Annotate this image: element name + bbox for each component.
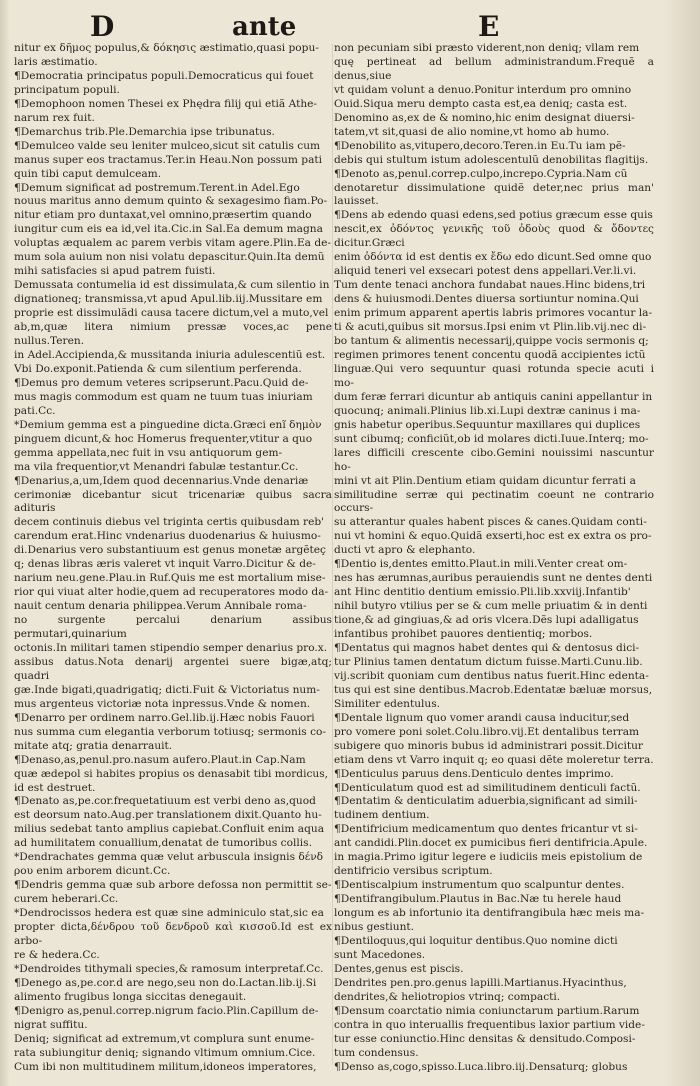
- text-line: regimen primores tenent concentu quodã accipientes ictũ: [334, 348, 646, 361]
- text-line: Cum ibi non multitudinem militum,idoneos imperatores,: [14, 1060, 317, 1072]
- column-divider: [332, 44, 333, 1064]
- text-line: ¶Dentifrangibulum.Plautus in Bac.Næ tu herele haud: [334, 893, 622, 906]
- text-line: non pecuniam sibi præsto viderent,non deniq; vllam rem: [334, 42, 640, 54]
- text-line: ¶Denaso,as,penul.pro.nasum aufero.Plaut.in Cap.Nam: [14, 753, 306, 766]
- text-line: ¶Demarchus trib.Ple.Demarchia ipse tribunatus.: [14, 125, 275, 138]
- text-line: est deorsum nato.Aug.per translationem dixit.Quanto hu-: [14, 809, 322, 822]
- text-line: ¶Dentio is,dentes emitto.Plaut.in mili.Venter creat om-: [334, 558, 628, 571]
- text-line: ¶Denobilito as,vitupero,decoro.Teren.in Eu.Tu iam pẽ-: [334, 139, 626, 152]
- text-line: ¶Dentale lignum quo vomer arandi causa inducitur,sed: [334, 711, 630, 724]
- text-line: dendrites,& heliotropios vtrinq; compacti.: [334, 990, 561, 1003]
- text-line: contra in quo interuallis frequentibus laxior partium vide-: [334, 1018, 645, 1031]
- text-line: tatem,vt sit,quasi de alio nomine,vt homo ab humo.: [334, 125, 610, 138]
- running-head-left-letter: D: [90, 10, 115, 43]
- text-line: nouus maritus anno demum quinto & sexagesimo fiam.Po-: [14, 195, 328, 208]
- text-line: debis qui stultum istum adolescentulũ denobilitas flagitijs.: [334, 153, 649, 166]
- text-line: *Demium gemma est a pinguedine dicta.Græci enĩ δημὸν: [14, 418, 322, 431]
- text-line: nibus gestiunt.: [334, 921, 415, 934]
- text-line: mum sola auium non nisi volatu depascitur.Quin.Ita demũ: [14, 251, 325, 264]
- text-line: su atterantur quales habent pisces & canes.Quidam conti-: [334, 516, 647, 529]
- text-line: *Dendroides tithymali species,& ramosum interpretaf.Cc.: [14, 962, 324, 975]
- text-line: ant candidi.Plin.docet ex pumicibus fieri dentifricia.Apule.: [334, 837, 648, 850]
- text-line: dentifricio versibus scriptum.: [334, 865, 493, 878]
- text-line: *Dendrocissos hedera est quæ sine adminiculo stat,sic ea: [14, 907, 324, 920]
- text-line: mus argenteus victoriæ nota inpressus.Vnde & nomen.: [14, 697, 311, 710]
- text-line: infantibus prohibet pauores dentientiq; morbos.: [334, 628, 593, 641]
- text-line: q; denas libras æris valeret vt inquit Varro.Dicitur & de-: [14, 558, 316, 571]
- text-line: ¶Densum coarctatio nimia coniunctarum partium.Rarum: [334, 1004, 640, 1017]
- text-line: propter dicta,δένδρου τοῦ δενδροῦ καὶ κισσοῦ.Id est ex arbo-: [14, 921, 332, 947]
- text-line: ¶Denato as,pe.cor.frequetatiuum est verbi deno as,quod: [14, 795, 316, 808]
- text-line: subigere quo minoris bubus id administrari possit.Dicitur: [334, 739, 643, 752]
- text-line: octonis.In militari tamen stipendio semper denarius pro.x.: [14, 641, 328, 654]
- text-line: ¶Denticulatum quod est ad similitudinem denticuli factũ.: [334, 781, 641, 794]
- text-line: sunt Macedones.: [334, 948, 426, 961]
- text-line: iungitur cum eis ea id,vel ita.Cic.in Sal.Ea demum magna: [14, 223, 323, 236]
- text-line: tur esse coniunctio.Hinc densitas & densitudo.Composi-: [334, 1032, 636, 1045]
- text-line: laris æstimatio.: [14, 55, 98, 68]
- text-line: no surgente percalui denarium assibus permutari,quinarium: [14, 614, 332, 641]
- text-line: Dendrites pen.pro.genus lapilli.Martianus.Hyacinthus,: [334, 976, 627, 989]
- text-line: nitur ex δῆμος populus,& δόκησις æstimatio,quasi popu-: [14, 42, 319, 54]
- text-line: ma vila frequentior,vt Menandri fabulæ testantur.Cc.: [14, 460, 299, 473]
- right-text-column: [334, 42, 654, 1072]
- text-line: etiam dens vt Varro inquit q; eo quasi dẽte moleretur terra.: [334, 753, 654, 766]
- text-line: voluptas æqualem ac parem verbis vitam agere.Plin.Ea de-: [14, 237, 332, 250]
- text-line: ¶Demulceo valde seu leniter mulceo,sicut sit catulis cum: [14, 139, 321, 152]
- page-edge-shadow: [664, 0, 700, 1086]
- text-line: Deniq; significat ad extremum,vt complura sunt enume-: [14, 1032, 315, 1045]
- text-line: decem continuis diebus vel triginta certis quibusdam reb': [14, 516, 325, 529]
- text-line: ¶Demus pro demum veteres scripserunt.Pacu.Quid de-: [14, 376, 309, 389]
- text-line: ¶Dentatim & denticulatim aduerbia,significant ad simili-: [334, 795, 638, 808]
- text-line: ¶Demophoon nomen Thesei ex Phędra filij qui etiã Athe-: [14, 97, 318, 110]
- text-line: nescit,ex ὀδόντος γενικῆς τοῦ ὀδοὺς quod & ὄδοντες dicitur.Græci: [334, 223, 654, 250]
- text-line: rior qui viuat alter hodie,quem ad recuperatores modo da-: [14, 586, 329, 599]
- text-line: vt quidam volunt a denuo.Ponitur interdum pro omnino: [334, 83, 632, 96]
- text-line: ¶Demum significat ad postremum.Terent.in Adel.Ego: [14, 181, 300, 194]
- text-line: tur Plinius tamen dentatum dictum fuisse.Marti.Cunu.lib.: [334, 655, 643, 668]
- running-head-right-letter: E: [478, 10, 500, 43]
- text-line: ¶Denoto as,penul.correp.culpo,increpo.Cypria.Nam cũ: [334, 167, 628, 180]
- text-line: Tum dente tenaci anchora fundabat naues.Hinc bidens,tri: [334, 279, 646, 292]
- text-line: mihi satisfacies si apud patrem fuisti.: [14, 265, 216, 278]
- text-line: ¶Dentifricium medicamentum quo dentes fricantur vt si-: [334, 823, 638, 836]
- text-line: ¶Denego as,pe.cor.d are nego,seu non do.Lactan.lib.ij.Si: [14, 976, 317, 989]
- text-line: gnis habetur operibus.Sequuntur maxillares qui duplices: [334, 418, 641, 431]
- text-line: ρου enim arborem dicunt.Cc.: [14, 865, 171, 878]
- text-line: denotaretur dissimulatione quidẽ deter,nec prius man' lauisset.: [334, 181, 654, 208]
- page-gutter-shadow: [0, 0, 10, 1086]
- text-line: bo tantum & alimentis necessarij,quippe vocis sermonis q;: [334, 335, 649, 348]
- text-line: ¶Dentiscalpium instrumentum quo scalpuntur dentes.: [334, 879, 625, 892]
- text-line: tum condensus.: [334, 1046, 419, 1059]
- text-line: mus magis commodum est quam ne tuum tuas iniuriam: [14, 390, 313, 403]
- text-line: narium neu.gene.Plau.in Ruf.Quis me est mortalium mise-: [14, 572, 326, 585]
- text-line: Ouid.Siqua meru dempto casta est,ea deniq; casta est.: [334, 97, 628, 110]
- text-line: pinguem dicunt,& hoc Homerus frequenter,vtitur a quo: [14, 432, 313, 445]
- text-line: ¶Dentiloquus,qui loquitur dentibus.Quo nomine dicti: [334, 935, 618, 947]
- text-line: enim ὀδόντα id est dentis ex ἔδω edo dicunt.Sed omne quo: [334, 251, 652, 264]
- text-line: ¶Denso as,cogo,spisso.Luca.libro.iij.Densaturq; globus: [334, 1060, 628, 1072]
- text-line: ab,m,quæ litera nimium pressæ voces,ac pene nullus.Teren.: [14, 321, 332, 348]
- text-line: aliquid teneri vel exsecari potest dens appellari.Ver.li.vi.: [334, 265, 637, 278]
- text-line: ¶Denarro per ordinem narro.Gel.lib.ij.Hæc nobis Fauori: [14, 711, 315, 724]
- text-line: Denomino as,ex de & nomino,hic enim designat diuersi-: [334, 111, 635, 124]
- text-line: ¶Denticulus paruus dens.Denticulo dentes imprimo.: [334, 767, 614, 780]
- running-head-word: ante: [232, 12, 297, 42]
- text-line: sunt cibumq; conficiũt,ob id molares dicti.Iuue.Interq; mo-: [334, 432, 649, 445]
- text-line: dum feræ ferrari dicuntur ab antiquis canini appellantur in: [334, 390, 653, 403]
- text-line: ¶Dentatus qui magnos habet dentes qui & dentosus dici-: [334, 641, 640, 654]
- text-line: quocunq; animali.Plinius lib.xi.Lupi dextræ caninus i ma-: [334, 404, 641, 417]
- text-line: longum es ab infortunio ita dentifrangibula hæc meis ma-: [334, 907, 645, 920]
- left-text-column: [14, 42, 332, 1072]
- text-line: nui vt homini & equo.Quidã exserti,hoc est ex extra os pro-: [334, 530, 652, 543]
- text-line: gæ.Inde bigati,quadrigatiq; dicti.Fuit & Victoriatus num-: [14, 683, 320, 696]
- text-line: dignationeq; transmissa,vt apud Apul.lib.iij.Mussitare em: [14, 293, 323, 306]
- text-line: Vbi Do.exponit.Patienda & cum silentium perferenda.: [14, 362, 302, 375]
- text-line: cerimoniæ dicebantur sicut tricenariæ quibus sacra adituris: [14, 488, 332, 515]
- text-line: ant Hinc dentitio dentium emissio.Pli.lib.xxviij.Infantib': [334, 586, 631, 599]
- text-line: id est destruet.: [14, 781, 96, 794]
- text-line: similitudine serræ qui pectinatim coeunt ne contrario occurs-: [334, 488, 654, 515]
- text-line: ad humilitatem conuallium,denatat de tumoribus collis.: [14, 837, 312, 850]
- text-line: vij.scribit quoniam cum dentibus natus fuerit.Hinc edenta-: [334, 669, 649, 682]
- text-line: ¶Democratia principatus populi.Democraticus qui fouet: [14, 69, 314, 82]
- text-line: ti & acuti,quibus sit morsus.Ipsi enim vt Plin.lib.vij.nec di-: [334, 321, 647, 334]
- text-line: ducti vt apro & elephanto.: [334, 544, 476, 557]
- text-line: tus qui est sine dentibus.Macrob.Edentatæ bæluæ morsus,: [334, 683, 653, 696]
- text-line: dens & huiusmodi.Dentes diuersa sortiuntur nomina.Qui: [334, 293, 639, 306]
- text-line: quę pertineat ad bellum administrandum.Frequẽ a denus,siue: [334, 55, 654, 82]
- text-line: Similiter edentulus.: [334, 697, 441, 710]
- text-line: lares difficili crescente cibo.Gemini nouissimi nascuntur ho-: [334, 446, 654, 473]
- text-line: alimento frugibus longa siccitas denegauit.: [14, 990, 247, 1003]
- text-line: quæ ædepol si habites propius os denasabit tibi mordicus,: [14, 767, 329, 780]
- text-line: nigrat suffitu.: [14, 1018, 88, 1031]
- text-line: pro vomere poni solet.Colu.libro.vij.Et dentalibus terram: [334, 725, 640, 738]
- text-line: milius sedebat tanto amplius capiebat.Confluit enim aqua: [14, 823, 325, 836]
- text-line: nus summa cum elegantia verborum totiusq; sermonis co-: [14, 725, 326, 738]
- text-line: enim primum apparent apertis labris primores vocantur la-: [334, 307, 653, 320]
- text-line: Demussata contumelia id est dissimulata,& cum silentio in: [14, 279, 330, 292]
- text-line: ¶Denarius,a,um,Idem quod decennarius.Vnde denariæ: [14, 474, 309, 487]
- text-line: re & hedera.Cc.: [14, 948, 100, 961]
- text-line: narum rex fuit.: [14, 111, 95, 124]
- text-line: tione,& ad gingiuas,& ad oris vlcera.Dẽs lupi adalligatus: [334, 614, 639, 627]
- text-line: mini vt ait Plin.Dentium etiam quidam dicuntur ferrati a: [334, 474, 636, 487]
- text-line: ¶Dens ab edendo quasi edens,sed potius græcum esse quis: [334, 209, 653, 222]
- text-line: ¶Denigro as,penul.correp.nigrum facio.Plin.Capillum de-: [14, 1004, 319, 1017]
- text-line: mitate atq; gratia denarrauit.: [14, 739, 173, 752]
- text-line: di.Denarius vero substantiuum est genus monetæ argẽteç: [14, 544, 326, 557]
- text-line: curem heberari.Cc.: [14, 893, 119, 906]
- text-line: quin tibi caput demulceam.: [14, 167, 162, 180]
- text-line: nes has ærumnas,auribus perauiendis sunt ne dentes denti: [334, 572, 653, 585]
- text-line: tudinem dentium.: [334, 809, 430, 822]
- text-line: assibus datus.Nota denarij argentei suere bigæ,atq; quadri: [14, 655, 332, 682]
- text-line: in magia.Primo igitur legere e iudiciis meis epistolium de: [334, 851, 643, 864]
- text-line: principatum populi.: [14, 83, 120, 96]
- text-line: pati.Cc.: [14, 404, 56, 417]
- text-line: nitur etiam pro duntaxat,vel omnino,præsertim quando: [14, 209, 312, 222]
- text-line: manus super eos tractamus.Ter.in Heau.Non possum pati: [14, 153, 323, 166]
- text-line: nihil butyro vtilius per se & cum melle priuatim & in denti: [334, 600, 648, 613]
- text-line: gemma appellata,nec fuit in vsu antiquorum gem-: [14, 446, 283, 459]
- text-line: Dentes,genus est piscis.: [334, 962, 464, 975]
- text-line: proprie est dissimulãdi causa tacere dictum,vel a muto,vel: [14, 307, 329, 320]
- text-line: linguæ.Qui vero sequuntur quasi rotunda specie acuti i mo-: [334, 362, 654, 389]
- text-line: rata subiungitur deniq; signando vltimum omnium.Cice.: [14, 1046, 316, 1059]
- text-line: *Dendrachates gemma quæ velut arbuscula insignis δένδ: [14, 851, 324, 864]
- text-line: nauit centum denaria philippea.Verum Annibale roma-: [14, 600, 307, 613]
- running-head: [0, 6, 700, 43]
- text-line: in Adel.Accipienda,& mussitanda iniuria adulescentiũ est.: [14, 348, 326, 361]
- text-line: ¶Dendris gemma quæ sub arbore defossa non permittit se-: [14, 879, 332, 892]
- text-line: carendum erat.Hinc vndenarius duodenarius & huiusmo-: [14, 530, 321, 543]
